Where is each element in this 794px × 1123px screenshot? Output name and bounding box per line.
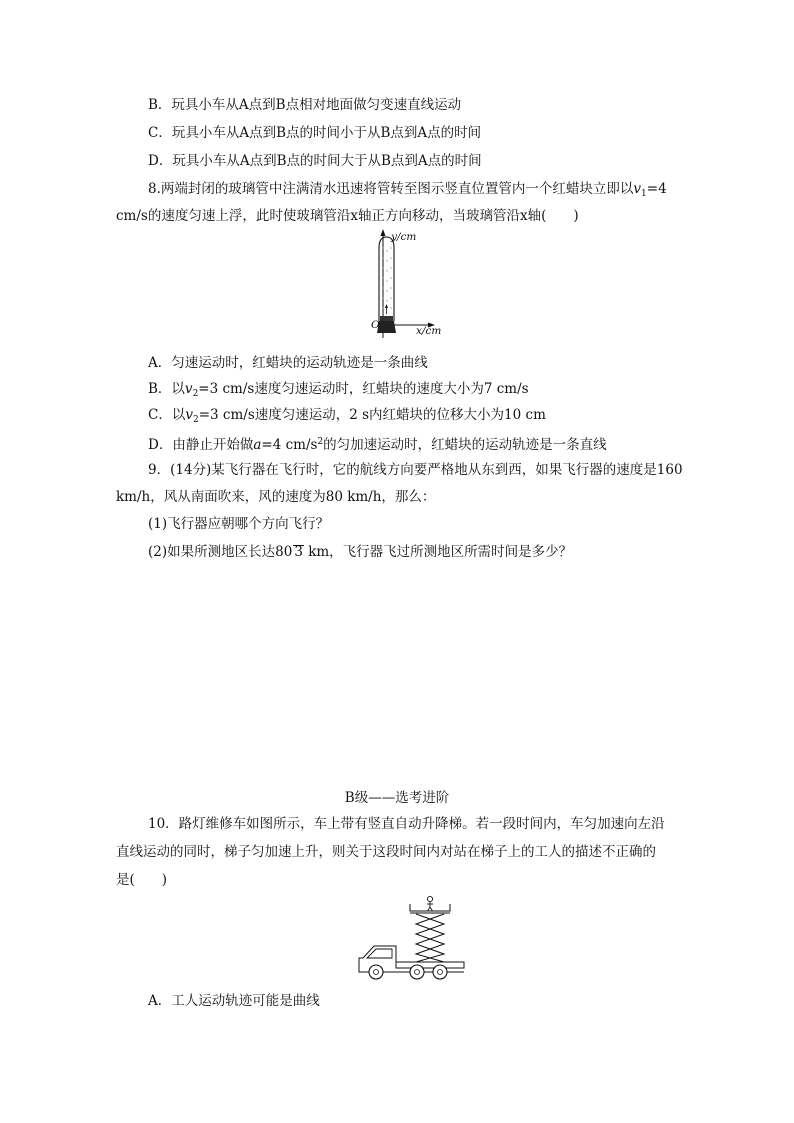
q9-sub2 — [148, 543, 572, 561]
q8-x-axis-label: x/cm — [416, 325, 442, 337]
q8-option-b: B．以$v_2=3$ cm/s速度匀速运动时，红蜡块的速度大小为7 cm/s — [148, 381, 529, 399]
q7-option-c: C．玩具小车从A点到B点的时间小于从B点到A点的时间 — [148, 125, 482, 141]
q8-option-d-rest: 的匀加速运动时，红蜡块的运动轨迹是一条直线 — [323, 437, 607, 453]
q8-stem-line1: 8.两端封闭的玻璃管中注满清水迅速将管转至图示竖直位置管内一个红蜡块立即以$v_1=4$ — [148, 181, 667, 199]
q9-stem-line2: km/h，风从南面吹来，风的速度为80 km/h，那么： — [116, 489, 436, 505]
q9-sqrt — [293, 545, 304, 559]
q8-stem-value: =4 — [646, 181, 667, 197]
q9-sqrt-radicand: 3 — [294, 544, 303, 560]
q9-sub1: (1)飞行器应朝哪个方向飞行？ — [148, 516, 330, 532]
q8-option-c-rest: =3 cm/s速度匀速运动，2 s内红蜡块的位移大小为10 cm — [198, 407, 546, 423]
q7-option-b: B．玩具小车从A点到B点相对地面做匀变速直线运动 — [148, 97, 462, 113]
q10-option-a: A．工人运动轨迹可能是曲线 — [148, 993, 320, 1009]
q10-stem-line2: 直线运动的同时，梯子匀加速上升，则关于这段时间内对站在梯子上的工人的描述不正确的 — [116, 844, 656, 860]
q7-option-d: D．玩具小车从A点到B点的时间大于从B点到A点的时间 — [148, 153, 482, 169]
q8-option-d: D．由静止开始做a=4 $cm/s^2$的匀加速运动时，红蜡块的运动轨迹是一条直线 — [148, 437, 607, 453]
q9-sub2-text: (2)如果所测地区长达80 — [148, 544, 293, 560]
q8-y-axis-label: y/cm — [391, 231, 417, 243]
q9-stem-line1: 9．(14分)某飞行器在飞行时，它的航线方向要严格地从东到西，如果飞行器的速度是160 — [148, 462, 683, 478]
q8-tube-figure — [360, 228, 460, 344]
q8-option-c-text: C．以 — [148, 407, 186, 423]
q8-option-d-value: =4 cm/s — [261, 437, 318, 453]
q8-option-b-text: B．以 — [148, 381, 185, 397]
q8-option-b-rest: =3 cm/s速度匀速运动时，红蜡块的速度大小为7 cm/s — [198, 381, 529, 397]
q8-option-a: A．匀速运动时，红蜡块的运动轨迹是一条曲线 — [148, 355, 428, 371]
q8-origin-label: O — [371, 319, 380, 331]
q10-truck-figure — [354, 892, 468, 982]
q8-option-c: C．以$v_2=3$ cm/s速度匀速运动，2 s内红蜡块的位移大小为10 cm — [148, 407, 546, 425]
q9-sub2-rest: km，飞行器飞过所测地区所需时间是多少？ — [303, 544, 573, 560]
q8-stem-line2: cm/s的速度匀速上浮，此时使玻璃管沿x轴正方向移动，当玻璃管沿x轴( ) — [116, 208, 579, 224]
section-b-heading: B级——选考进阶 — [344, 790, 450, 806]
q10-stem-line3: 是( ) — [116, 872, 168, 888]
q8-stem-text: 8.两端封闭的玻璃管中注满清水迅速将管转至图示竖直位置管内一个红蜡块立即以 — [148, 181, 634, 197]
q10-stem-line1: 10．路灯维修车如图所示，车上带有竖直自动升降梯。若一段时间内，车匀加速向左沿 — [148, 816, 665, 832]
q8-option-d-text: D．由静止开始做 — [148, 437, 254, 453]
